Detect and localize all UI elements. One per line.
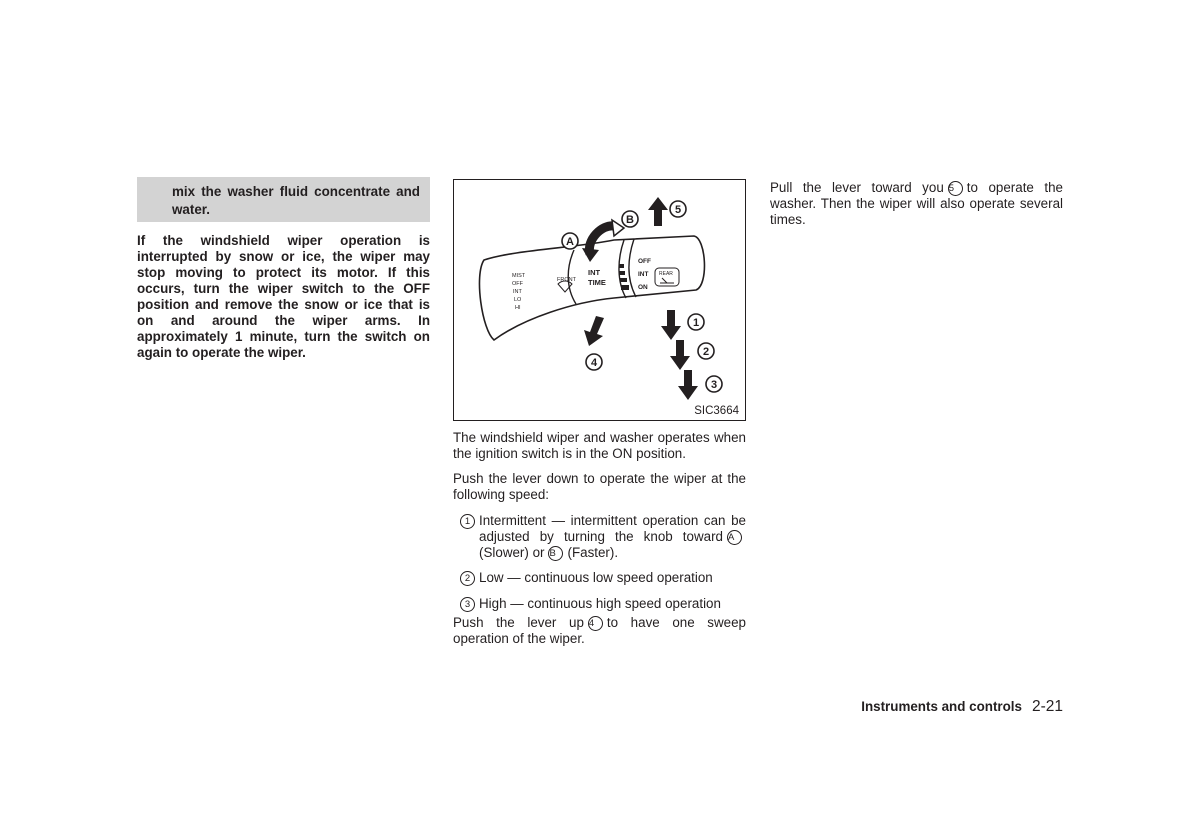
- list-item: [453, 570, 746, 586]
- callout-4-inline: 4: [588, 616, 603, 631]
- page-number: 2-21: [1031, 698, 1063, 715]
- svg-text:2: 2: [702, 346, 710, 358]
- label-rear-off: OFF: [638, 258, 651, 265]
- push-up-paragraph: Push the lever up 4 to have one sweep operation of the wiper.: [453, 615, 747, 646]
- label-int-time-2: TIME: [588, 278, 606, 287]
- wiper-lever-illustration: [454, 180, 745, 420]
- callout-4: [670, 201, 686, 217]
- callout-b: [622, 211, 638, 227]
- callout-5-inline: 5: [948, 181, 963, 196]
- arrow-down-3-icon: [678, 370, 698, 400]
- caution-text: mix the washer fluid concentrate and water.: [172, 184, 420, 217]
- svg-text:4: 4: [590, 357, 598, 369]
- label-rear-on: ON: [638, 284, 648, 291]
- step-number: 1: [460, 514, 475, 529]
- label-int: INT: [513, 289, 522, 295]
- arrow-up-icon: [648, 197, 668, 226]
- intro-paragraph: The windshield wiper and washer operates when the ignition switch is in the ON position.: [453, 430, 746, 461]
- list-item-text: Low — continuous low speed operation: [479, 570, 713, 585]
- callout-3: [706, 376, 722, 392]
- step-number: 3: [460, 597, 475, 612]
- label-rear-int: INT: [638, 271, 649, 278]
- wiper-switch-figure: [453, 179, 746, 421]
- list-item-text: Intermittent — intermittent operation can be adjusted by turning the knob toward A(Slower) or B (Faster).: [479, 513, 746, 560]
- section-title: Instruments and controls: [861, 699, 1022, 714]
- svg-text:5: 5: [674, 204, 682, 216]
- label-int-time-1: INT: [588, 268, 601, 277]
- callout-1: [688, 314, 704, 330]
- label-rear: REAR: [659, 271, 673, 277]
- pull-lever-paragraph: Pull the lever toward you 5 to operate the washer. Then the wiper will also operate several times.: [770, 180, 1063, 227]
- list-item-text: High — continuous high speed operation: [479, 596, 721, 611]
- arrow-toward-icon: [584, 316, 604, 346]
- page-footer: [760, 698, 1063, 716]
- arrow-down-2-icon: [670, 340, 690, 370]
- label-off: OFF: [512, 281, 523, 287]
- svg-text:1: 1: [692, 317, 700, 329]
- list-item: [453, 513, 746, 561]
- callout-a-inline: A: [727, 530, 742, 545]
- speed-intro-paragraph: Push the lever down to operate the wiper at the following speed:: [453, 471, 746, 502]
- rear-wiper-badge-icon: [655, 268, 679, 286]
- callout-5: [586, 354, 602, 370]
- svg-text:B: B: [626, 214, 634, 226]
- label-mist: MIST: [512, 273, 526, 279]
- label-lo: LO: [514, 297, 522, 303]
- callout-b-inline: B: [548, 546, 563, 561]
- svg-text:3: 3: [710, 379, 718, 391]
- callout-a: [562, 233, 578, 249]
- callout-2: [698, 343, 714, 359]
- step-number: 2: [460, 571, 475, 586]
- label-hi: HI: [515, 305, 521, 311]
- caution-box: [137, 177, 430, 222]
- warning-paragraph: If the windshield wiper operation is interrupted by snow or ice, the wiper may stop moving to protect its motor. If this occurs, turn the wiper switch to the OFF position and remove the snow or ice that is on and around the wiper arms. In approximately 1 minute, turn the switch on again to operate the wiper.: [137, 233, 430, 360]
- arrow-down-1-icon: [661, 310, 681, 340]
- label-front: FRONT: [557, 277, 576, 283]
- figure-code: SIC3664: [694, 405, 739, 417]
- list-item: [453, 596, 746, 612]
- svg-text:A: A: [566, 236, 574, 248]
